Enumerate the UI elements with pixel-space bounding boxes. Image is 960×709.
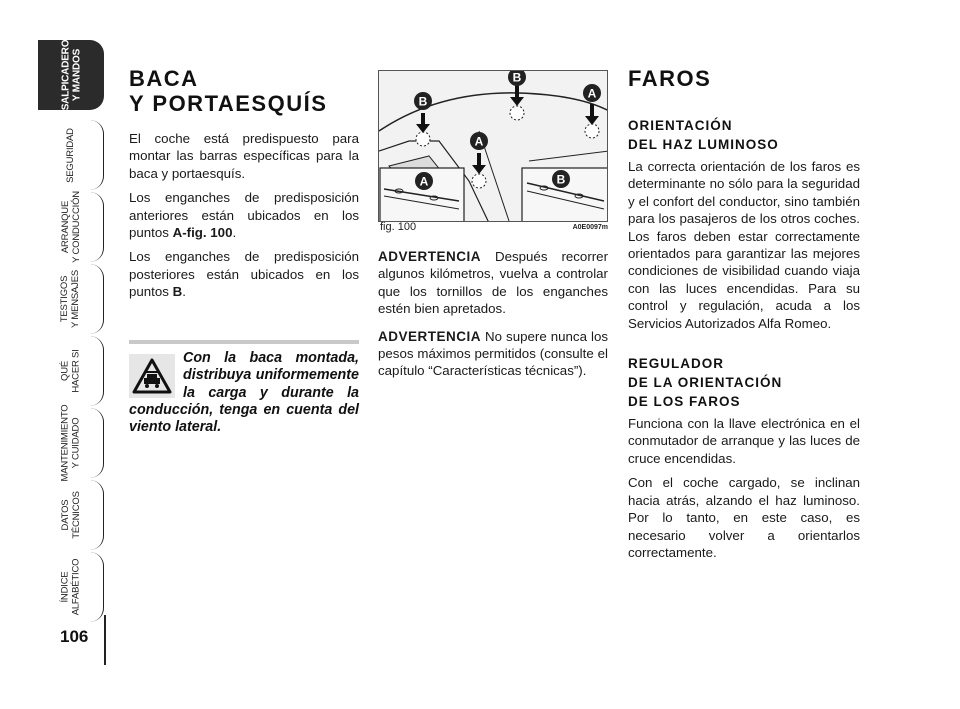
paragraph: La correcta orientación de los faros es determinante no sólo para la seguridad y el confort del conductor, sino también para los pasajeros de los otros coches. Los faros deben estar correctamente orientados para garantizar las mejores condiciones de visibilidad cuando viaja con las luces encendidas. Para su control y regulación, acuda a los Servicios Autorizados Alfa Romeo. <box>628 159 860 331</box>
text: Después recorrer algunos kilómetros, vuelva a controlar que los tornillos de los enganches estén bien apretados. <box>378 249 608 317</box>
advertencia-1 <box>378 248 608 318</box>
tab-label: QUÉ HACER SI <box>59 349 82 393</box>
tab-arranque-y-conduccion[interactable] <box>38 192 104 262</box>
paragraph: Funciona con la llave electrónica en el conmutador de arranque y las luces de cruce encendidas. <box>628 416 860 466</box>
label-b: B <box>556 172 566 187</box>
tab-indice-alfabetico[interactable] <box>38 552 104 622</box>
warning-text: Con la baca montada, distribuya uniformemente la carga y durante la conducción, tenga en cuenta del viento lateral. <box>129 350 359 436</box>
figure-reference: A-fig. 100 <box>172 225 233 241</box>
paragraph: El coche está predispuesto para montar las barras específicas para la baca y portaesquís. <box>129 131 359 181</box>
label-a: A <box>419 174 429 189</box>
tab-datos-tecnicos[interactable] <box>38 480 104 550</box>
tab-label: MANTENIMIENTO Y CUIDADO <box>59 404 82 482</box>
label-b: B <box>418 94 428 109</box>
text: No supere nunca los pesos máximos permitidos (consulte el capítulo “Características técnicas”). <box>378 328 608 379</box>
label-a: A <box>474 134 484 149</box>
tab-seguridad[interactable] <box>38 120 104 190</box>
figure-code: A0E0097m <box>572 224 608 231</box>
title-line: REGULADOR <box>628 356 724 372</box>
label-b: B <box>512 71 522 85</box>
advertencia-2 <box>378 328 608 380</box>
advertencia-label: ADVERTENCIA <box>378 328 482 344</box>
text: Los enganches de predisposición anteriores están ubicados en los puntos <box>129 190 359 241</box>
tab-label: ARRANQUE Y CONDUCCIÓN <box>59 191 82 263</box>
point-reference: B <box>172 284 183 300</box>
text: . <box>182 284 186 300</box>
tab-salpicadero-y-mandos[interactable] <box>38 40 104 110</box>
page-number: 106 <box>60 627 89 646</box>
title-line: Y PORTAESQUÍS <box>129 91 328 116</box>
tab-mantenimiento-y-cuidado[interactable] <box>38 404 104 482</box>
tab-label: SALPICADERO Y MANDOS <box>60 39 82 111</box>
title-line: DEL HAZ LUMINOSO <box>628 137 779 152</box>
subsection-title <box>628 354 860 411</box>
chapter-tabs <box>38 40 108 620</box>
text: . <box>232 225 237 241</box>
subsection-title <box>628 116 860 154</box>
section-title <box>129 66 359 116</box>
warning-box <box>129 340 359 436</box>
section-faros <box>628 66 860 561</box>
title-line: DE LOS FAROS <box>628 394 741 410</box>
paragraph <box>129 189 359 241</box>
tab-label: DATOS TÉCNICOS <box>59 491 82 539</box>
text: Los enganches de predisposición posteriores están ubicados en los puntos <box>129 249 359 300</box>
figure-number: fig. 100 <box>380 221 417 233</box>
figure-100 <box>378 70 608 222</box>
paragraph: Con el coche cargado, se inclinan hacia atrás, alzando el haz luminoso. Por lo tanto, en este caso, es necesario volver a orientarlos correctamente. <box>628 475 860 560</box>
section-title: FAROS <box>628 66 712 91</box>
label-a: A <box>587 86 597 101</box>
title-line: BACA <box>129 66 199 91</box>
section-baca <box>129 66 359 301</box>
advertencias <box>378 248 608 380</box>
tab-label: TESTIGOS Y MENSAJES <box>59 269 82 329</box>
tab-testigos-y-mensajes[interactable] <box>38 264 104 334</box>
title-line: DE LA ORIENTACIÓN <box>628 375 783 391</box>
figure-caption <box>380 221 608 237</box>
warning-triangle-icon <box>129 354 175 398</box>
tab-que-hacer-si[interactable] <box>38 336 104 406</box>
roof-diagram <box>379 71 608 222</box>
tab-label: ÍNDICE ALFABÉTICO <box>59 558 82 616</box>
title-line: ORIENTACIÓN <box>628 118 733 133</box>
side-rule <box>104 615 106 665</box>
paragraph <box>129 248 359 300</box>
tab-label: SEGURIDAD <box>65 127 76 183</box>
advertencia-label: ADVERTENCIA <box>378 249 482 264</box>
